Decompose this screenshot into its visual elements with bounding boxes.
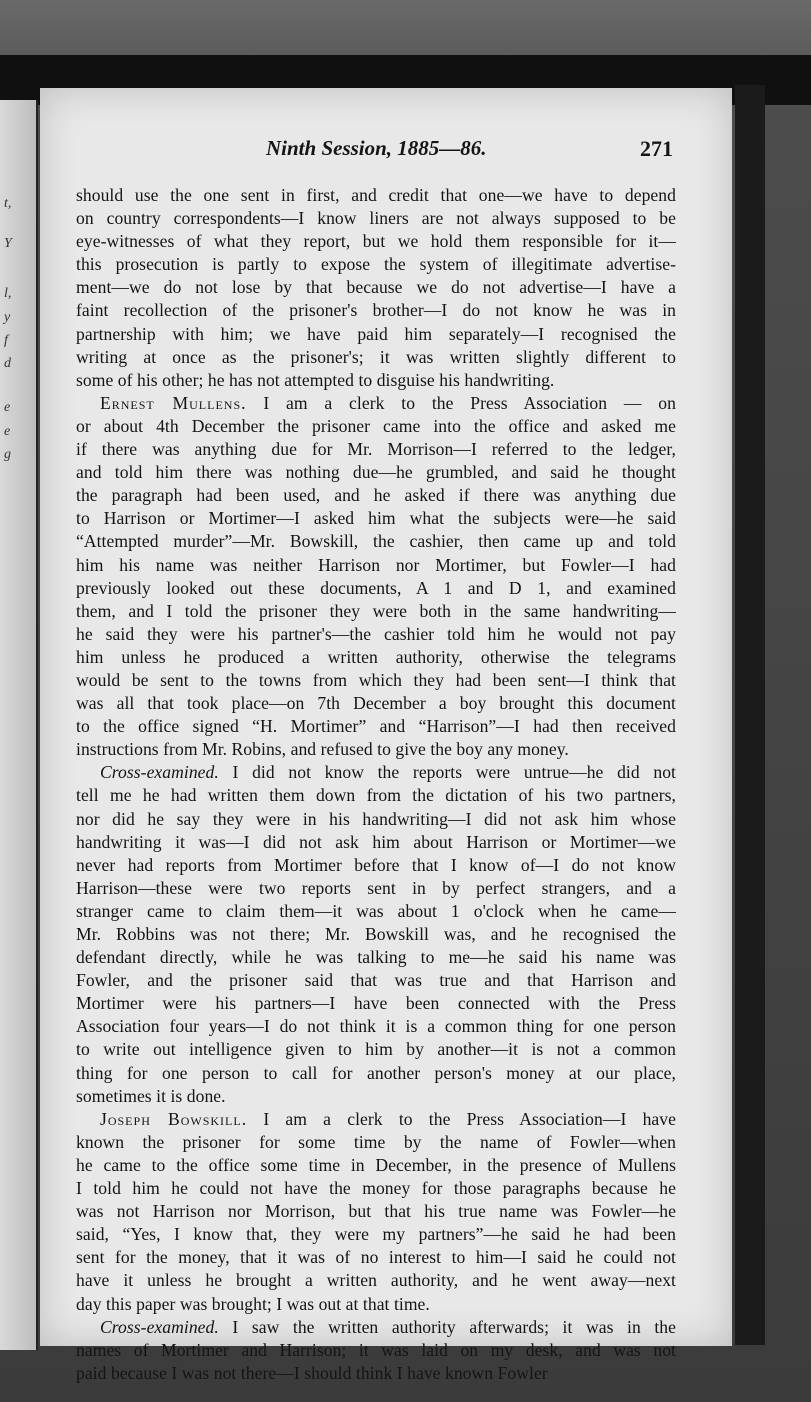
text-line (76, 1085, 676, 1108)
text-line (76, 253, 676, 276)
text-line (76, 299, 676, 322)
witness-name: Ernest Mullens. (100, 392, 247, 413)
line-text: the paragraph had been used, and he asked if there was anything due (76, 485, 676, 506)
facing-page-fragment: f (4, 333, 8, 348)
line-text: day this paper was brought; I was out at that time. (76, 1293, 430, 1314)
text-line (76, 207, 676, 230)
cross-examination-label: Cross-examined. (100, 762, 219, 783)
line-text: stranger came to claim them—it was about 1 o'clock when he came— (76, 900, 676, 921)
text-line (76, 1200, 676, 1223)
text-line (76, 415, 676, 438)
line-text: I did not know the reports were untrue—he did not (232, 762, 676, 783)
text-line (76, 1015, 676, 1038)
facing-page-fragment: d (4, 356, 11, 371)
line-text: he said they were his partner's—the cashier told him he would not pay (76, 623, 676, 644)
text-line (76, 738, 676, 761)
text-line (76, 346, 676, 369)
line-text: him his name was neither Harrison nor Mortimer, but Fowler—I had (76, 554, 676, 575)
line-text: them, and I told the prisoner they were both in the same handwriting— (76, 600, 676, 621)
facing-page-fragment: Y (4, 236, 12, 251)
line-text: to Harrison or Mortimer—I asked him what the subjects were—he said (76, 508, 676, 529)
line-text: sent for the money, that it was of no interest to him—I said he could not (76, 1247, 676, 1268)
page-number: 271 (640, 136, 673, 161)
text-line (76, 1177, 676, 1200)
text-line (76, 992, 676, 1015)
line-text: if there was anything due for Mr. Morrison—I referred to the ledger, (76, 439, 676, 460)
line-text: writing at once as the prisoner's; it was written slightly different to (76, 346, 676, 367)
text-line (76, 323, 676, 346)
text-line (76, 507, 676, 530)
text-line (76, 230, 676, 253)
text-line (76, 669, 676, 692)
facing-page-fragment: y (4, 310, 11, 325)
witness-name: Joseph Bowskill. (100, 1108, 248, 1129)
line-text: faint recollection of the prisoner's brother—I do not know he was in (76, 300, 676, 321)
text-line (76, 946, 676, 969)
text-line (76, 1062, 676, 1085)
line-text: I am a clerk to the Press Association — on (263, 392, 677, 413)
text-line (76, 854, 676, 877)
cross-examination-label: Cross-examined. (100, 1316, 219, 1337)
text-line (76, 784, 676, 807)
line-text: ment—we do not lose by that because we do not advertise—I have a (76, 277, 676, 298)
line-text: to write out intelligence given to him by another—it is not a common (76, 1039, 676, 1060)
line-text: Harrison—these were two reports sent in by perfect strangers, and a (76, 877, 676, 898)
text-line (76, 1362, 676, 1385)
line-text: he came to the office some time in December, in the presence of Mullens (76, 1154, 676, 1175)
line-text: thing for one person to call for another person's money at our place, (76, 1062, 676, 1083)
facing-page-edge (0, 100, 38, 1350)
text-line (76, 1108, 676, 1131)
line-text: known the prisoner for some time by the name of Fowler—when (76, 1131, 676, 1152)
text-line (76, 877, 676, 900)
text-line (76, 484, 676, 507)
text-line (76, 184, 676, 207)
book-page (40, 88, 732, 1383)
text-line (76, 900, 676, 923)
line-text: eye-witnesses of what they report, but we hold them responsible for it— (76, 231, 676, 252)
facing-page-fragment: l, (4, 286, 12, 301)
line-text: have it unless he brought a written authority, and he went away—next (76, 1270, 676, 1291)
line-text: or about 4th December the prisoner came into the office and asked me (76, 415, 676, 436)
text-line (76, 392, 676, 415)
line-text: Mr. Robbins was not there; Mr. Bowskill was, and he recognised the (76, 924, 676, 944)
text-line (76, 808, 676, 831)
line-text: this prosecution is partly to expose the system of illegitimate advertise- (76, 254, 676, 275)
line-text: “Attempted murder”—Mr. Bowskill, the cashier, then came up and told (76, 531, 676, 552)
text-line (76, 1038, 676, 1061)
text-line (76, 530, 676, 553)
text-line (76, 1154, 676, 1177)
line-text: paid because I was not there—I should think I have known Fowler (76, 1362, 548, 1383)
text-line (76, 461, 676, 484)
line-text: and told him there was nothing due—he grumbled, and said he thought (76, 462, 676, 483)
line-text: some of his other; he has not attempted to disguise his handwriting. (76, 369, 555, 390)
text-line (76, 276, 676, 299)
line-text: handwriting it was—I did not ask him about Harrison or Mortimer—we (76, 831, 676, 852)
line-text: nor did he say they were in his handwriting—I did not ask him whose (76, 808, 676, 829)
text-line (76, 692, 676, 715)
facing-page-fragment: t, (4, 196, 12, 211)
text-line (76, 554, 676, 577)
text-line (76, 1269, 676, 1292)
text-line (76, 1131, 676, 1154)
text-line (76, 600, 676, 623)
text-line (76, 969, 676, 992)
text-line (76, 438, 676, 461)
line-text: would be sent to the towns from which they had been sent—I think that (76, 669, 676, 690)
line-text: Mortimer were his partners—I have been connected with the Press (76, 993, 676, 1014)
line-text: was all that took place—on 7th December a boy brought this document (76, 693, 676, 714)
line-text: I am a clerk to the Press Association—I have (263, 1108, 676, 1129)
facing-page-fragment: g (4, 447, 11, 462)
transcript-body (76, 184, 676, 1385)
line-text: said, “Yes, I know that, they were my partners”—he said he had been (76, 1224, 676, 1245)
text-line (76, 369, 676, 392)
line-text: I saw the written authority afterwards; it was in the (232, 1316, 676, 1337)
running-header (40, 136, 732, 168)
text-line (76, 1293, 676, 1316)
line-text: should use the one sent in first, and credit that one—we have to depend (76, 185, 676, 205)
line-text: defendant directly, while he was talking to me—he said his name was (76, 947, 676, 968)
line-text: never had reports from Mortimer before that I know of—I do not know (76, 854, 676, 875)
line-text: sometimes it is done. (76, 1085, 226, 1106)
text-line (76, 831, 676, 854)
facing-page-fragment: e (4, 400, 11, 415)
line-text: tell me he had written them down from the dictation of his two partners, (76, 785, 676, 806)
text-line (76, 646, 676, 669)
line-text: Fowler, and the prisoner said that was true and that Harrison and (76, 970, 676, 991)
text-line (76, 1339, 676, 1362)
text-line (76, 577, 676, 600)
facing-page-fragment: e (4, 424, 11, 439)
line-text: previously looked out these documents, A 1 and D 1, and examined (76, 577, 676, 598)
text-line (76, 623, 676, 646)
line-text: was not Harrison nor Morrison, but that his true name was Fowler—he (76, 1201, 676, 1222)
line-text: I told him he could not have the money for those paragraphs because he (76, 1178, 676, 1199)
line-text: him unless he produced a written authority, otherwise the telegrams (76, 646, 676, 667)
text-line (76, 923, 676, 946)
session-title: Ninth Session, 1885—86. (266, 136, 487, 160)
text-line (76, 1316, 676, 1339)
line-text: to the office signed “H. Mortimer” and “Harrison”—I had then received (76, 716, 676, 737)
line-text: Association four years—I do not think it is a common thing for one person (76, 1016, 676, 1037)
text-line (76, 1223, 676, 1246)
line-text: on country correspondents—I know liners are not always supposed to be (76, 208, 676, 229)
line-text: instructions from Mr. Robins, and refused to give the boy any money. (76, 739, 569, 760)
page-edge-shadow (735, 85, 765, 1345)
text-line (76, 1246, 676, 1269)
line-text: partnership with him; we have paid him separately—I recognised the (76, 323, 676, 344)
text-line (76, 715, 676, 738)
text-line (76, 761, 676, 784)
line-text: names of Mortimer and Harrison; it was laid on my desk, and was not (76, 1339, 676, 1360)
